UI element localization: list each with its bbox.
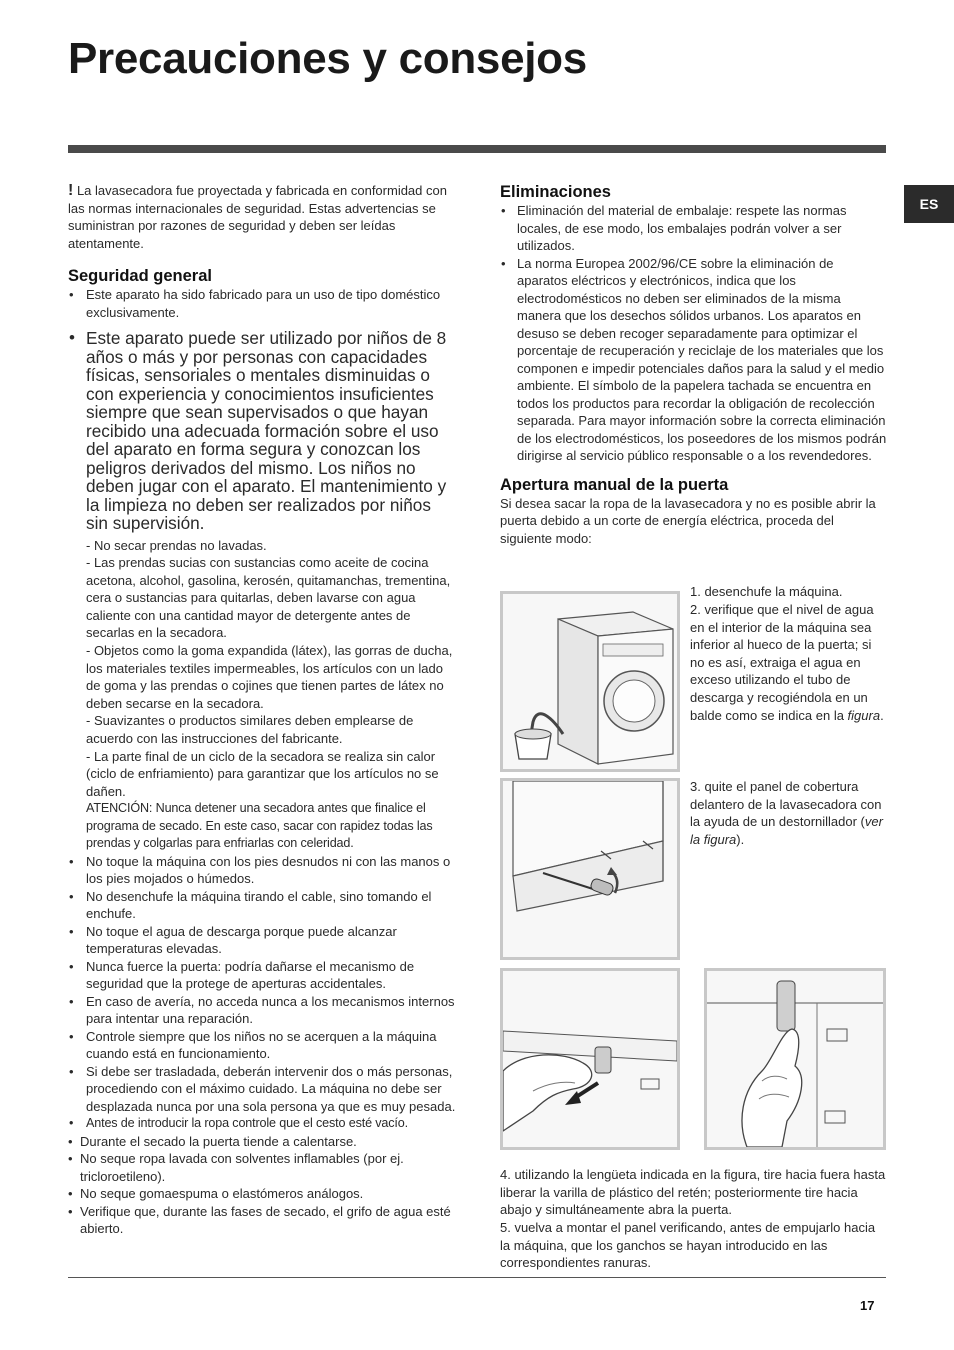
list-item: • Este aparato ha sido fabricado para un uso de tipo doméstico exclusivamente.	[68, 286, 456, 321]
pull-tab-illustration	[503, 971, 677, 1147]
drying-warnings	[68, 537, 456, 853]
step-5: 5. vuelva a montar el panel verificando, antes de empujarlo hacia la máquina, que los ganchos se hayan introducido en las correspondientes ranuras.	[500, 1220, 876, 1271]
eliminaciones-list	[500, 202, 887, 465]
sub-item: - No secar prendas no lavadas.	[86, 537, 267, 553]
right-column	[500, 182, 887, 547]
intro-text: La lavasecadora fue proyectada y fabricada en conformidad con las normas internacionales de seguridad. Estas advertencias se suministran por razones de seguridad y deben ser leídas atentamente.	[68, 183, 447, 251]
list-item: • Verifique que, durante las fases de secado, el grifo de agua esté abierto.	[68, 1203, 456, 1238]
list-item: • No desenchufe la máquina tirando el cable, sino tomando el enchufe.	[68, 888, 456, 923]
attention-note: ATENCIÓN: Nunca detener una secadora antes que finalice el programa de secado. En este caso, sacar con rapidez todas las prendas y colgarlas para enfriarlas con celeridad.	[86, 801, 433, 851]
figure-open-door	[704, 968, 886, 1150]
step-3-figure-ref: ver la figura	[690, 814, 883, 847]
list-item: • Durante el secado la puerta tiende a calentarse.	[68, 1133, 456, 1151]
step-4: 4. utilizando la lengüeta indicada en la figura, tire hacia fuera hasta liberar la varilla de plástico del retén; posteriormente tire hacia abajo y simultáneamente abra la puerta.	[500, 1167, 886, 1218]
open-door-illustration	[707, 971, 883, 1147]
washer-drain-illustration	[503, 594, 677, 769]
list-item: • No toque la máquina con los pies desnudos ni con las manos o los pies mojados o húmedos.	[68, 853, 456, 888]
seguridad-list-continued	[68, 853, 456, 1133]
step-3-end: ).	[736, 831, 745, 847]
step-2-end: .	[880, 707, 884, 723]
sub-item: - Las prendas sucias con sustancias como aceite de cocina acetona, alcohol, gasolina, kerosén, quitamanchas, trementina, cera o sustancias para quitarlas, deben lavarse con agua caliente con una cantidad mayor de detergente antes de secarlas en la secadora.	[86, 555, 451, 641]
list-item: • No seque gomaespuma o elastómeros análogos.	[68, 1185, 456, 1203]
list-item: • Antes de introducir la ropa controle que el cesto esté vacío.	[68, 1115, 456, 1133]
page-title: Precauciones y consejos	[68, 34, 587, 83]
section-heading-eliminaciones: Eliminaciones	[500, 183, 611, 201]
step-1: 1. desenchufe la máquina.	[690, 584, 843, 599]
seguridad-list	[68, 286, 456, 533]
panel-screwdriver-illustration	[503, 781, 677, 957]
figure-drain-water	[500, 591, 680, 772]
section-heading-seguridad: Seguridad general	[68, 267, 212, 285]
sub-item: - Objetos como la goma expandida (látex), las gorras de ducha, los materiales textiles impermeables, los artículos con un lado de goma y las prendas o cojines que tienen partes de látex no deben secarse en la secadora.	[86, 643, 453, 711]
step-2	[690, 601, 886, 724]
list-item: • No toque el agua de descarga porque puede alcanzar temperaturas elevadas.	[68, 923, 456, 958]
list-item: • En caso de avería, no acceda nunca a los mecanismos internos para intentar una reparación.	[68, 993, 456, 1028]
list-item: • Controle siempre que los niños no se acerquen a la máquina cuando está en funcionamiento.	[68, 1028, 456, 1063]
seguridad-list-final	[68, 1133, 456, 1238]
sub-item: - La parte final de un ciclo de la secadora se realiza sin calor (ciclo de enfriamiento) para garantizar que los artículos no se dañen.	[86, 748, 439, 799]
list-item: • No seque ropa lavada con solventes inflamables (por ej. tricloroetileno).	[68, 1150, 456, 1185]
sub-item: - Suavizantes o productos similares deben emplearse de acuerdo con las instrucciones del fabricante.	[86, 713, 414, 747]
list-item: • Nunca fuerce la puerta: podría dañarse el mecanismo de seguridad que la protege de aperturas accidentales.	[68, 958, 456, 993]
list-item: • La norma Europea 2002/96/CE sobre la eliminación de aparatos eléctricos y electrónicos, indica que los electrodomésticos no deben ser eliminados de la misma manera que los desechos sólidos urbanos. Los aparatos en desuso se deben recoger separadamente para optimizar el porcentaje de recuperación y reciclaje de los materiales que los componen e impedir potenciales daños para la salud y el medio ambiente. El símbolo de la papelera tachada se encuentra en todos los productos para recordar la obligación de recolección separada. Para mayor información sobre la correcta eliminación de los electrodomésticos, los poseedores de los mismos podrán dirigirse al servicio público responsable o a los revendedores.	[500, 255, 887, 465]
title-divider	[68, 145, 886, 153]
step-2-text: 2. verifique que el nivel de agua en el interior de la máquina sea inferior al hueco de la puerta; si no es así, extraiga el agua en exceso utilizando el tubo de descarga y recogiéndola en un balde como se indica en la	[690, 602, 874, 723]
warning-mark: !	[68, 182, 74, 199]
page-number: 17	[860, 1298, 875, 1313]
figure-pull-tab	[500, 968, 680, 1150]
list-item: • Eliminación del material de embalaje: respete las normas locales, de ese modo, los embalajes podrán volver a ser utilizados.	[500, 202, 887, 255]
list-item: • Si debe ser trasladada, deberán intervenir dos o más personas, procediendo con el máximo cuidado. La máquina no debe ser desplazada nunca por una sola persona ya que es muy pesada.	[68, 1063, 456, 1116]
left-column	[68, 182, 456, 1238]
section-heading-apertura: Apertura manual de la puerta	[500, 475, 729, 494]
list-item-children-warning: • Este aparato puede ser utilizado por niños de 8 años o más y por personas con capacidades físicas, sensoriales o mentales disminuidas o con experiencia y conocimientos insuficientes siempre que sean supervisados o que hayan recibido una adecuada formación sobre el uso del aparato en forma segura y conozcan los peligros derivados del mismo. Los niños no deben jugar con el aparato. El mantenimiento y la limpieza no deben ser realizados por niños sin supervisión.	[68, 329, 456, 533]
step-3	[690, 778, 886, 848]
apertura-intro: Si desea sacar la ropa de la lavasecadora y no es posible abrir la puerta debido a un corte de energía eléctrica, proceda del siguiente modo:	[500, 495, 876, 546]
figure-remove-panel	[500, 778, 680, 960]
step-3-text: 3. quite el panel de cobertura delantero de la lavasecadora con la ayuda de un destornillador (	[690, 779, 882, 830]
step-2-figure-ref: figura	[847, 707, 881, 723]
intro-paragraph	[68, 182, 456, 252]
footer-divider	[68, 1277, 886, 1278]
language-tab: ES	[904, 185, 954, 223]
